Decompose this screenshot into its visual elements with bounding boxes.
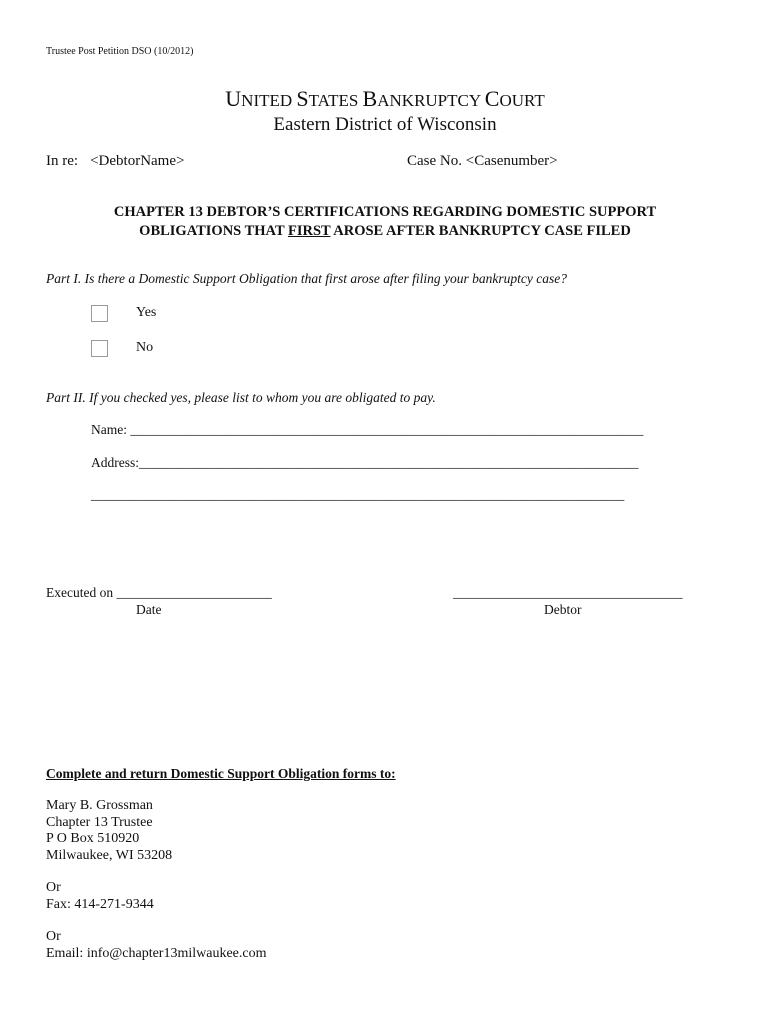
court-title-ourt: OURT [499,91,545,110]
heading-line-2 [0,222,770,241]
address-line: P O Box 510920 [46,831,140,846]
court-title-s: S [296,86,309,111]
debtor-name-placeholder: <DebtorName> [90,153,185,169]
court-title [0,86,770,112]
in-re-label: In re: [46,153,79,169]
address-line: Milwaukee, WI 53208 [46,847,173,863]
court-title-u: U [225,86,242,111]
debtor-signature-line[interactable]: __________________________________ [453,585,683,600]
heading-line-2-post: AROSE AFTER BANKRUPTCY CASE FILED [330,223,631,239]
name-field[interactable]: Name: ____________________________________________________________________________ [91,422,644,437]
court-title-ankruptcy: ANKRUPTCY [377,91,485,110]
debtor-label: Debtor [544,602,582,617]
court-title-nited: NITED [241,91,297,110]
executed-on-date-field[interactable]: Executed on _______________________ [46,585,272,600]
yes-label: Yes [136,305,157,320]
heading-line-2-pre: OBLIGATIONS THAT [139,223,288,239]
date-label: Date [136,602,162,617]
yes-checkbox[interactable] [91,305,108,322]
form-identifier: Trustee Post Petition DSO (10/2012) [46,46,194,57]
heading-first-underlined: FIRST [287,223,331,239]
part-1-question: Part I. Is there a Domestic Support Obligation that first arose after filing your bankruptcy case? [46,271,567,286]
address-line: Chapter 13 Trustee [46,814,153,830]
heading-line-1: CHAPTER 13 DEBTOR’S CERTIFICATIONS REGARDING DOMESTIC SUPPORT [113,204,657,220]
court-title-tates: TATES [308,91,363,110]
address-field[interactable]: Address:__________________________________________________________________________ [91,455,639,470]
no-checkbox[interactable] [91,340,108,357]
email-address[interactable]: Email: info@chapter13milwaukee.com [46,945,267,961]
trustee-address-block [46,798,172,864]
document-heading [0,203,770,241]
court-title-c: C [484,86,500,111]
or-separator: Or [46,880,61,895]
or-separator: Or [46,929,61,944]
fax-block [46,880,154,913]
address-line: Mary B. Grossman [46,798,153,813]
address-field-line-2[interactable]: _______________________________________________________________________________ [91,487,625,502]
email-block [46,929,267,962]
return-instructions-heading: Complete and return Domestic Support Obligation forms to: [46,766,396,781]
case-number: Case No. <Casenumber> [407,153,558,169]
no-label: No [136,340,154,355]
court-district: Eastern District of Wisconsin [273,114,497,135]
part-2-instruction: Part II. If you checked yes, please list to whom you are obligated to pay. [46,390,436,405]
fax-number: Fax: 414-271-9344 [46,896,154,912]
court-title-b: B [362,86,378,111]
in-re-caption [46,153,184,170]
